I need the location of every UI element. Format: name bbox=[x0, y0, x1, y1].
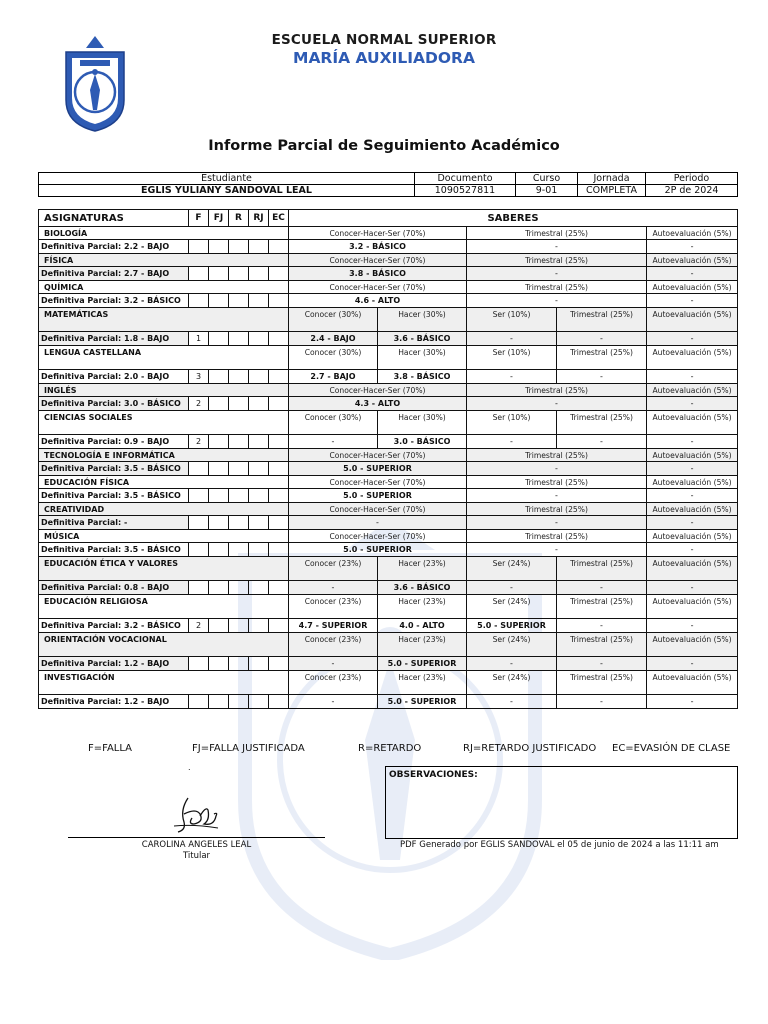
subject-row bbox=[39, 281, 738, 294]
grade-component-label: Trimestral (25%) bbox=[467, 530, 647, 543]
grade-component-label: Trimestral (25%) bbox=[467, 227, 647, 240]
subject-name: EDUCACIÓN ÉTICA Y VALORES bbox=[39, 557, 289, 581]
school-name-line1: ESCUELA NORMAL SUPERIOR bbox=[271, 32, 497, 48]
grade-component-label: Ser (24%) bbox=[467, 633, 557, 657]
grade-component-label: Trimestral (25%) bbox=[467, 449, 647, 462]
shift-label: Jornada bbox=[578, 173, 646, 185]
subject-values-row bbox=[39, 619, 738, 633]
grade-component-label: Trimestral (25%) bbox=[467, 254, 647, 267]
subject-name: TECNOLOGÍA E INFORMÁTICA bbox=[39, 449, 289, 462]
attendance-ec bbox=[269, 695, 289, 709]
grade-component-value: - bbox=[647, 435, 738, 449]
attendance-fj bbox=[209, 581, 229, 595]
subject-final-grade: Definitiva Parcial: 2.0 - BAJO bbox=[39, 370, 189, 384]
attendance-ec bbox=[269, 240, 289, 254]
grade-component-label: Trimestral (25%) bbox=[557, 557, 647, 581]
subject-final-grade: Definitiva Parcial: 1.8 - BAJO bbox=[39, 332, 189, 346]
legend-f: F=FALLA bbox=[88, 743, 133, 754]
grade-component-value: 3.8 - BÁSICO bbox=[378, 370, 467, 384]
attendance-f bbox=[189, 294, 209, 308]
attendance-fj bbox=[209, 695, 229, 709]
grade-component-value: 5.0 - SUPERIOR bbox=[378, 657, 467, 671]
subject-name: INVESTIGACIÓN bbox=[39, 671, 289, 695]
grade-component-value: - bbox=[289, 695, 378, 709]
grade-component-value: - bbox=[557, 581, 647, 595]
attendance-fj bbox=[209, 657, 229, 671]
grade-component-value: 3.6 - BÁSICO bbox=[378, 581, 467, 595]
attendance-rj bbox=[249, 543, 269, 557]
observations-label: OBSERVACIONES: bbox=[389, 770, 478, 780]
attendance-ec bbox=[269, 462, 289, 476]
school-name-line2: MARÍA AUXILIADORA bbox=[293, 49, 475, 67]
grade-component-value: 4.0 - ALTO bbox=[378, 619, 467, 633]
grade-component-value: - bbox=[647, 695, 738, 709]
grade-component-label: Hacer (23%) bbox=[378, 595, 467, 619]
grade-component-label: Autoevaluación (5%) bbox=[647, 411, 738, 435]
attendance-ec bbox=[269, 489, 289, 503]
grade-component-value: 5.0 - SUPERIOR bbox=[289, 543, 467, 557]
grade-component-label: Autoevaluación (5%) bbox=[647, 557, 738, 581]
attendance-ec bbox=[269, 332, 289, 346]
attendance-r bbox=[229, 435, 249, 449]
subject-values-row bbox=[39, 657, 738, 671]
attendance-r bbox=[229, 489, 249, 503]
grade-component-label: Conocer (30%) bbox=[289, 346, 378, 370]
attendance-rj bbox=[249, 294, 269, 308]
attendance-r bbox=[229, 332, 249, 346]
attendance-r bbox=[229, 370, 249, 384]
grade-component-value: 5.0 - SUPERIOR bbox=[289, 489, 467, 503]
grade-component-label: Trimestral (25%) bbox=[557, 346, 647, 370]
attendance-fj bbox=[209, 294, 229, 308]
subject-values-row bbox=[39, 267, 738, 281]
subject-row bbox=[39, 530, 738, 543]
grade-component-label: Autoevaluación (5%) bbox=[647, 671, 738, 695]
grade-component-label: Conocer-Hacer-Ser (70%) bbox=[289, 281, 467, 294]
grade-component-value: - bbox=[557, 657, 647, 671]
attendance-rj bbox=[249, 332, 269, 346]
grade-component-value: - bbox=[647, 294, 738, 308]
grade-component-label: Conocer-Hacer-Ser (70%) bbox=[289, 384, 467, 397]
grade-component-value: 5.0 - SUPERIOR bbox=[378, 695, 467, 709]
grade-component-value: 3.6 - BÁSICO bbox=[378, 332, 467, 346]
grade-component-label: Autoevaluación (5%) bbox=[647, 595, 738, 619]
attendance-f bbox=[189, 516, 209, 530]
subject-row bbox=[39, 308, 738, 332]
grade-component-label: Autoevaluación (5%) bbox=[647, 633, 738, 657]
subject-values-row bbox=[39, 370, 738, 384]
grade-component-value: - bbox=[467, 516, 647, 530]
attendance-ec bbox=[269, 370, 289, 384]
subject-final-grade: Definitiva Parcial: 1.2 - BAJO bbox=[39, 657, 189, 671]
attendance-fj bbox=[209, 370, 229, 384]
grade-component-label: Conocer (23%) bbox=[289, 595, 378, 619]
grade-component-value: 2.7 - BAJO bbox=[289, 370, 378, 384]
grade-component-label: Hacer (30%) bbox=[378, 308, 467, 332]
attendance-f bbox=[189, 267, 209, 281]
grade-component-value: - bbox=[647, 581, 738, 595]
student-name: EGLIS YULIANY SANDOVAL LEAL bbox=[39, 185, 415, 197]
r-header: R bbox=[229, 210, 249, 227]
grade-component-value: - bbox=[289, 657, 378, 671]
ec-header: EC bbox=[269, 210, 289, 227]
grade-component-label: Hacer (23%) bbox=[378, 557, 467, 581]
grade-component-label: Conocer (23%) bbox=[289, 557, 378, 581]
subject-row bbox=[39, 595, 738, 619]
subject-name: ORIENTACIÓN VOCACIONAL bbox=[39, 633, 289, 657]
legend-ec: EC=EVASIÓN DE CLASE bbox=[612, 743, 731, 754]
grade-component-value: - bbox=[289, 581, 378, 595]
grade-component-value: - bbox=[647, 619, 738, 633]
grade-component-label: Trimestral (25%) bbox=[467, 384, 647, 397]
attendance-r bbox=[229, 294, 249, 308]
grade-component-label: Trimestral (25%) bbox=[467, 503, 647, 516]
grade-component-value: - bbox=[467, 543, 647, 557]
attendance-ec bbox=[269, 516, 289, 530]
attendance-ec bbox=[269, 657, 289, 671]
attendance-fj bbox=[209, 462, 229, 476]
grade-component-label: Autoevaluación (5%) bbox=[647, 530, 738, 543]
document-label: Documento bbox=[415, 173, 516, 185]
grade-component-label: Conocer-Hacer-Ser (70%) bbox=[289, 227, 467, 240]
subject-row bbox=[39, 449, 738, 462]
subject-values-row bbox=[39, 294, 738, 308]
grade-component-value: - bbox=[467, 581, 557, 595]
subject-values-row bbox=[39, 332, 738, 346]
report-title: Informe Parcial de Seguimiento Académico bbox=[208, 138, 560, 154]
grade-component-label: Trimestral (25%) bbox=[467, 281, 647, 294]
subject-final-grade: Definitiva Parcial: 3.2 - BÁSICO bbox=[39, 619, 189, 633]
grade-component-value: 5.0 - SUPERIOR bbox=[289, 462, 467, 476]
grade-component-label: Ser (24%) bbox=[467, 557, 557, 581]
grade-component-value: - bbox=[289, 516, 467, 530]
legend-r: R=RETARDO bbox=[358, 743, 422, 754]
grade-component-label: Autoevaluación (5%) bbox=[647, 476, 738, 489]
student-info-table bbox=[38, 172, 738, 197]
saberes-header: SABERES bbox=[289, 210, 738, 227]
subject-name: LENGUA CASTELLANA bbox=[39, 346, 289, 370]
student-label: Estudiante bbox=[39, 173, 415, 185]
grade-component-label: Autoevaluación (5%) bbox=[647, 503, 738, 516]
subject-row bbox=[39, 384, 738, 397]
subject-name: INGLÉS bbox=[39, 384, 289, 397]
student-shift: COMPLETA bbox=[578, 185, 646, 197]
subject-values-row bbox=[39, 462, 738, 476]
subjects-header: ASIGNATURAS bbox=[39, 210, 189, 227]
grade-component-label: Hacer (23%) bbox=[378, 633, 467, 657]
grade-component-label: Autoevaluación (5%) bbox=[647, 281, 738, 294]
grade-component-value: - bbox=[467, 240, 647, 254]
attendance-fj bbox=[209, 543, 229, 557]
subject-row bbox=[39, 411, 738, 435]
subject-row bbox=[39, 671, 738, 695]
subject-values-row bbox=[39, 581, 738, 595]
grade-component-label: Autoevaluación (5%) bbox=[647, 449, 738, 462]
attendance-rj bbox=[249, 657, 269, 671]
grade-component-value: - bbox=[467, 294, 647, 308]
signer-role: Titular bbox=[182, 851, 211, 861]
subject-final-grade: Definitiva Parcial: 2.2 - BAJO bbox=[39, 240, 189, 254]
generated-note: PDF Generado por EGLIS SANDOVAL el 05 de junio de 2024 a las 11:11 am bbox=[400, 840, 719, 850]
observations-box bbox=[385, 766, 738, 839]
grade-component-label: Trimestral (25%) bbox=[557, 308, 647, 332]
attendance-r bbox=[229, 657, 249, 671]
grade-component-value: - bbox=[557, 435, 647, 449]
attendance-rj bbox=[249, 581, 269, 595]
grade-component-label: Autoevaluación (5%) bbox=[647, 384, 738, 397]
grade-component-label: Conocer-Hacer-Ser (70%) bbox=[289, 530, 467, 543]
attendance-rj bbox=[249, 516, 269, 530]
subject-name: CREATIVIDAD bbox=[39, 503, 289, 516]
grade-component-label: Conocer-Hacer-Ser (70%) bbox=[289, 449, 467, 462]
grade-component-value: 3.8 - BÁSICO bbox=[289, 267, 467, 281]
subject-values-row bbox=[39, 397, 738, 411]
subject-row bbox=[39, 227, 738, 240]
grade-component-label: Conocer (30%) bbox=[289, 308, 378, 332]
grade-component-label: Autoevaluación (5%) bbox=[647, 308, 738, 332]
subject-values-row bbox=[39, 695, 738, 709]
subject-name: MATEMÁTICAS bbox=[39, 308, 289, 332]
subject-row bbox=[39, 633, 738, 657]
signature-line bbox=[68, 837, 325, 838]
attendance-r bbox=[229, 619, 249, 633]
grade-component-value: 3.2 - BÁSICO bbox=[289, 240, 467, 254]
signer-name: CAROLINA ANGELES LEAL bbox=[141, 840, 252, 850]
attendance-fj bbox=[209, 397, 229, 411]
grade-component-value: - bbox=[647, 240, 738, 254]
attendance-rj bbox=[249, 489, 269, 503]
grade-component-value: - bbox=[467, 657, 557, 671]
subject-name: BIOLOGÍA bbox=[39, 227, 289, 240]
mark-dot: . bbox=[188, 763, 191, 772]
attendance-ec bbox=[269, 581, 289, 595]
signature-icon bbox=[170, 790, 230, 835]
attendance-rj bbox=[249, 267, 269, 281]
attendance-f bbox=[189, 581, 209, 595]
subject-final-grade: Definitiva Parcial: 0.8 - BAJO bbox=[39, 581, 189, 595]
attendance-r bbox=[229, 516, 249, 530]
subject-name: QUÍMICA bbox=[39, 281, 289, 294]
subject-name: MÚSICA bbox=[39, 530, 289, 543]
grade-component-value: - bbox=[467, 332, 557, 346]
grade-component-label: Autoevaluación (5%) bbox=[647, 227, 738, 240]
attendance-rj bbox=[249, 619, 269, 633]
grade-component-value: - bbox=[647, 543, 738, 557]
rj-header: RJ bbox=[249, 210, 269, 227]
subject-final-grade: Definitiva Parcial: - bbox=[39, 516, 189, 530]
subject-name: EDUCACIÓN FÍSICA bbox=[39, 476, 289, 489]
grade-component-value: - bbox=[647, 267, 738, 281]
subject-name: EDUCACIÓN RELIGIOSA bbox=[39, 595, 289, 619]
attendance-f bbox=[189, 489, 209, 503]
grade-component-value: 4.3 - ALTO bbox=[289, 397, 467, 411]
grade-component-value: 2.4 - BAJO bbox=[289, 332, 378, 346]
subject-values-row bbox=[39, 489, 738, 503]
grade-component-value: - bbox=[647, 489, 738, 503]
attendance-r bbox=[229, 581, 249, 595]
attendance-rj bbox=[249, 695, 269, 709]
grade-component-value: - bbox=[467, 462, 647, 476]
grade-component-value: - bbox=[647, 332, 738, 346]
attendance-ec bbox=[269, 397, 289, 411]
attendance-ec bbox=[269, 267, 289, 281]
attendance-ec bbox=[269, 543, 289, 557]
attendance-f bbox=[189, 543, 209, 557]
grade-component-label: Ser (24%) bbox=[467, 671, 557, 695]
grade-component-label: Ser (10%) bbox=[467, 308, 557, 332]
attendance-rj bbox=[249, 435, 269, 449]
grade-component-label: Conocer (23%) bbox=[289, 671, 378, 695]
grade-component-label: Conocer-Hacer-Ser (70%) bbox=[289, 476, 467, 489]
grade-component-value: - bbox=[467, 695, 557, 709]
grade-component-value: - bbox=[647, 657, 738, 671]
grade-component-label: Trimestral (25%) bbox=[557, 595, 647, 619]
subject-values-row bbox=[39, 240, 738, 254]
grade-component-label: Hacer (23%) bbox=[378, 671, 467, 695]
grade-component-value: - bbox=[557, 332, 647, 346]
grade-component-value: 4.6 - ALTO bbox=[289, 294, 467, 308]
subject-final-grade: Definitiva Parcial: 3.0 - BÁSICO bbox=[39, 397, 189, 411]
attendance-f: 2 bbox=[189, 397, 209, 411]
grade-component-value: 4.7 - SUPERIOR bbox=[289, 619, 378, 633]
period-label: Periodo bbox=[646, 173, 738, 185]
attendance-r bbox=[229, 397, 249, 411]
grade-component-value: - bbox=[557, 370, 647, 384]
attendance-f: 1 bbox=[189, 332, 209, 346]
subject-final-grade: Definitiva Parcial: 3.2 - BÁSICO bbox=[39, 294, 189, 308]
student-document: 1090527811 bbox=[415, 185, 516, 197]
attendance-r bbox=[229, 240, 249, 254]
attendance-fj bbox=[209, 435, 229, 449]
subject-final-grade: Definitiva Parcial: 3.5 - BÁSICO bbox=[39, 543, 189, 557]
grade-component-value: 5.0 - SUPERIOR bbox=[467, 619, 557, 633]
attendance-f: 2 bbox=[189, 619, 209, 633]
grade-component-value: - bbox=[647, 462, 738, 476]
attendance-rj bbox=[249, 462, 269, 476]
fj-header: FJ bbox=[209, 210, 229, 227]
grades-table bbox=[38, 209, 738, 709]
grade-component-label: Ser (10%) bbox=[467, 411, 557, 435]
grade-component-value: - bbox=[467, 489, 647, 503]
grade-component-label: Conocer-Hacer-Ser (70%) bbox=[289, 503, 467, 516]
attendance-rj bbox=[249, 240, 269, 254]
subject-name: FÍSICA bbox=[39, 254, 289, 267]
grade-component-value: - bbox=[467, 267, 647, 281]
grade-component-label: Trimestral (25%) bbox=[557, 671, 647, 695]
subject-final-grade: Definitiva Parcial: 0.9 - BAJO bbox=[39, 435, 189, 449]
subject-row bbox=[39, 503, 738, 516]
attendance-ec bbox=[269, 435, 289, 449]
student-period: 2P de 2024 bbox=[646, 185, 738, 197]
subject-row bbox=[39, 254, 738, 267]
grade-component-value: - bbox=[467, 370, 557, 384]
attendance-fj bbox=[209, 619, 229, 633]
attendance-fj bbox=[209, 489, 229, 503]
grade-component-value: - bbox=[467, 435, 557, 449]
attendance-r bbox=[229, 462, 249, 476]
subject-values-row bbox=[39, 543, 738, 557]
attendance-f: 3 bbox=[189, 370, 209, 384]
subject-final-grade: Definitiva Parcial: 3.5 - BÁSICO bbox=[39, 489, 189, 503]
attendance-f bbox=[189, 695, 209, 709]
attendance-ec bbox=[269, 619, 289, 633]
attendance-f bbox=[189, 240, 209, 254]
subject-row bbox=[39, 346, 738, 370]
grade-component-value: - bbox=[467, 397, 647, 411]
attendance-f bbox=[189, 657, 209, 671]
grade-component-label: Conocer (30%) bbox=[289, 411, 378, 435]
attendance-fj bbox=[209, 240, 229, 254]
grade-component-label: Ser (10%) bbox=[467, 346, 557, 370]
grade-component-label: Conocer (23%) bbox=[289, 633, 378, 657]
attendance-fj bbox=[209, 332, 229, 346]
grade-component-label: Autoevaluación (5%) bbox=[647, 254, 738, 267]
legend-rj: RJ=RETARDO JUSTIFICADO bbox=[463, 743, 597, 754]
grade-component-label: Conocer-Hacer-Ser (70%) bbox=[289, 254, 467, 267]
grade-component-label: Autoevaluación (5%) bbox=[647, 346, 738, 370]
subject-row bbox=[39, 557, 738, 581]
grade-component-label: Trimestral (25%) bbox=[557, 411, 647, 435]
attendance-fj bbox=[209, 267, 229, 281]
grade-component-label: Ser (24%) bbox=[467, 595, 557, 619]
subject-final-grade: Definitiva Parcial: 3.5 - BÁSICO bbox=[39, 462, 189, 476]
grade-component-label: Trimestral (25%) bbox=[467, 476, 647, 489]
attendance-r bbox=[229, 695, 249, 709]
attendance-r bbox=[229, 543, 249, 557]
attendance-f bbox=[189, 462, 209, 476]
attendance-f: 2 bbox=[189, 435, 209, 449]
f-header: F bbox=[189, 210, 209, 227]
grade-component-value: 3.0 - BÁSICO bbox=[378, 435, 467, 449]
subject-final-grade: Definitiva Parcial: 2.7 - BAJO bbox=[39, 267, 189, 281]
subject-values-row bbox=[39, 435, 738, 449]
grade-component-label: Hacer (30%) bbox=[378, 411, 467, 435]
grade-component-value: - bbox=[647, 516, 738, 530]
student-course: 9-01 bbox=[516, 185, 578, 197]
grade-component-value: - bbox=[647, 397, 738, 411]
legend-fj: FJ=FALLA JUSTIFICADA bbox=[192, 743, 305, 754]
grade-component-value: - bbox=[289, 435, 378, 449]
course-label: Curso bbox=[516, 173, 578, 185]
subject-values-row bbox=[39, 516, 738, 530]
subject-final-grade: Definitiva Parcial: 1.2 - BAJO bbox=[39, 695, 189, 709]
grade-component-label: Hacer (30%) bbox=[378, 346, 467, 370]
attendance-rj bbox=[249, 370, 269, 384]
attendance-rj bbox=[249, 397, 269, 411]
grade-component-label: Trimestral (25%) bbox=[557, 633, 647, 657]
attendance-ec bbox=[269, 294, 289, 308]
subject-name: CIENCIAS SOCIALES bbox=[39, 411, 289, 435]
signature-block bbox=[68, 840, 325, 862]
grade-component-value: - bbox=[647, 370, 738, 384]
subject-row bbox=[39, 476, 738, 489]
attendance-fj bbox=[209, 516, 229, 530]
grade-component-value: - bbox=[557, 619, 647, 633]
attendance-r bbox=[229, 267, 249, 281]
grade-component-value: - bbox=[557, 695, 647, 709]
